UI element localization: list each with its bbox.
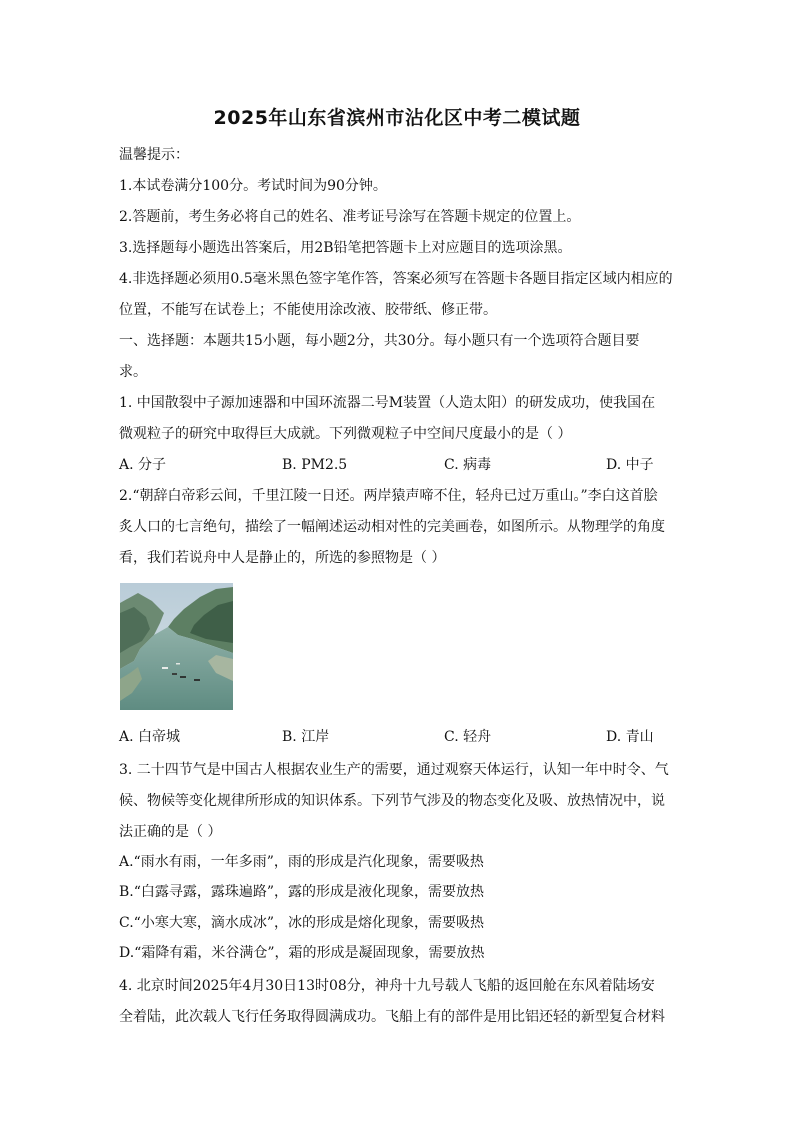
river-gorge-photo	[120, 583, 233, 710]
q2-option-b: B. 江岸	[282, 729, 330, 745]
notice-item-3: 3.选择题每小题选出答案后，用2B铅笔把答题卡上对应题目的选项涂黑。	[119, 240, 572, 256]
q1-option-d: D. 中子	[606, 457, 654, 473]
notice-item-4-cont: 位置，不能写在试卷上；不能使用涂改液、胶带纸、修正带。	[119, 302, 497, 318]
notice-item-1: 1.本试卷满分100分。考试时间为90分钟。	[119, 178, 387, 194]
q3-option-c: C.“小寒大寒，滴水成冰”，冰的形成是熔化现象，需要吸热	[119, 915, 484, 931]
question-4-stem: 4. 北京时间2025年4月30日13时08分，神舟十九号载人飞船的返回舱在东风着陆场安	[119, 978, 655, 994]
question-2-stem-cont: 炙人口的七言绝句，描绘了一幅阐述运动相对性的完美画卷，如图所示。从物理学的角度	[119, 519, 665, 535]
q3-option-d: D.“霜降有霜，米谷满仓”，霜的形成是凝固现象，需要放热	[119, 945, 485, 961]
question-3-stem: 3. 二十四节气是中国古人根据农业生产的需要，通过观察天体运行，认知一年中时令、气	[119, 762, 669, 778]
question-2-stem: 2.“朝辞白帝彩云间，千里江陵一日还。两岸猿声啼不住，轻舟已过万重山。”李白这首脍	[119, 488, 658, 504]
q1-option-a: A. 分子	[119, 457, 167, 473]
question-1-stem-cont: 微观粒子的研究中取得巨大成就。下列微观粒子中空间尺度最小的是（ ）	[119, 426, 572, 442]
question-2-stem-cont-2: 看，我们若说舟中人是静止的，所选的参照物是（ ）	[119, 550, 446, 566]
q3-option-a: A.“雨水有雨，一年多雨”，雨的形成是汽化现象，需要吸热	[119, 854, 484, 870]
question-3-stem-cont-2: 法正确的是（ ）	[119, 824, 222, 840]
q1-option-c: C. 病毒	[444, 457, 492, 473]
section-heading-cont: 求。	[119, 364, 147, 380]
section-heading: 一、选择题：本题共15小题，每小题2分，共30分。每小题只有一个选项符合题目要	[119, 333, 640, 349]
question-3-stem-cont: 候、物候等变化规律所形成的知识体系。下列节气涉及的物态变化及吸、放热情况中，说	[119, 793, 665, 809]
q2-option-c: C. 轻舟	[444, 729, 492, 745]
notice-item-2: 2.答题前，考生务必将自己的姓名、准考证号涂写在答题卡规定的位置上。	[119, 209, 581, 225]
q2-option-a: A. 白帝城	[119, 729, 181, 745]
question-4-stem-cont: 全着陆，此次载人飞行任务取得圆满成功。飞船上有的部件是用比铝还轻的新型复合材料	[119, 1009, 665, 1025]
q3-option-b: B.“白露寻露，露珠遍路”，露的形成是液化现象，需要放热	[119, 884, 485, 900]
page-title: 2025年山东省滨州市沾化区中考二模试题	[213, 107, 581, 129]
q2-option-d: D. 青山	[606, 729, 654, 745]
notice-heading: 温馨提示：	[119, 147, 189, 163]
question-1-stem: 1. 中国散裂中子源加速器和中国环流器二号M装置（人造太阳）的研发成功，使我国在	[119, 395, 656, 411]
notice-item-4: 4.非选择题必须用0.5毫米黑色签字笔作答，答案必须写在答题卡各题目指定区域内相应的	[119, 271, 673, 287]
q1-option-b: B. PM2.5	[282, 457, 348, 473]
